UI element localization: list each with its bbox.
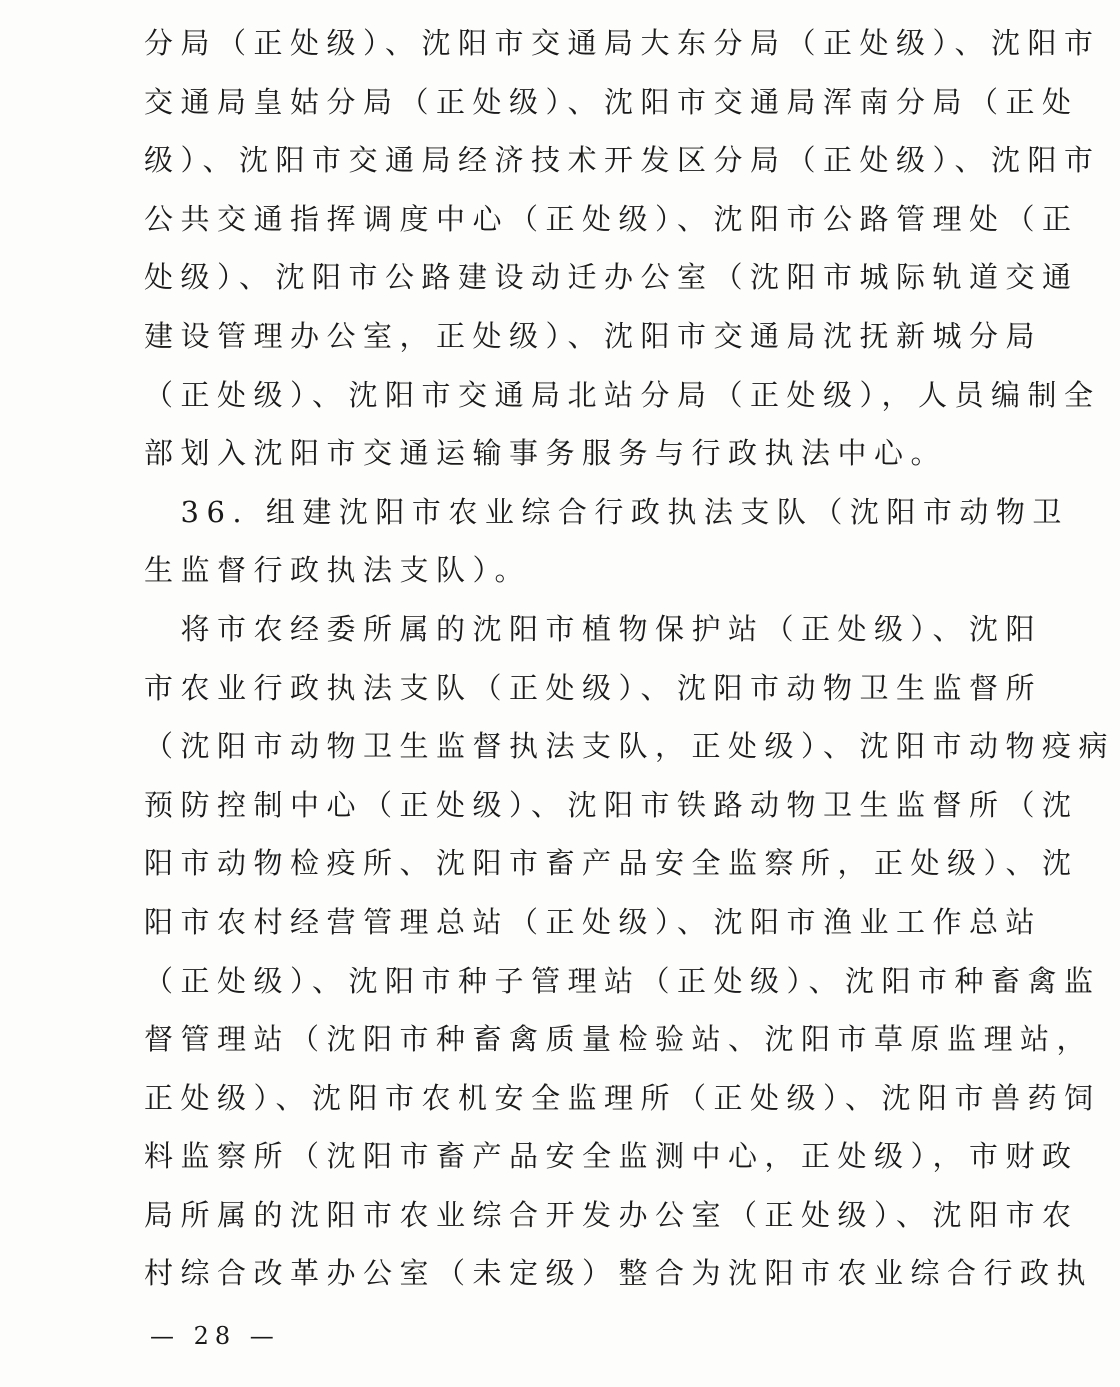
- text-line: 将市农经委所属的沈阳市植物保护站（正处级）、沈阳: [144, 611, 1043, 646]
- text-line: 级）、沈阳市交通局经济技术开发区分局（正处级）、沈阳市: [144, 143, 1101, 178]
- text-line: 处级）、沈阳市公路建设动迁办公室（沈阳市城际轨道交通: [144, 260, 1079, 295]
- text-line: 预防控制中心（正处级）、沈阳市铁路动物卫生监督所（沈: [144, 787, 1079, 822]
- text-line: 交通局皇姑分局（正处级）、沈阳市交通局浑南分局（正处: [144, 84, 1079, 119]
- text-line: 分局（正处级）、沈阳市交通局大东分局（正处级）、沈阳市: [144, 26, 1101, 60]
- text-line: 局所属的沈阳市农业综合开发办公室（正处级）、沈阳市农: [144, 1197, 1079, 1232]
- text-line: （正处级）、沈阳市种子管理站（正处级）、沈阳市种畜禽监: [144, 963, 1101, 998]
- text-line: 阳市农村经营管理总站（正处级）、沈阳市渔业工作总站: [144, 904, 1043, 939]
- text-line: 建设管理办公室，正处级）、沈阳市交通局沈抚新城分局: [144, 318, 1043, 353]
- text-line: 正处级）、沈阳市农机安全监理所（正处级）、沈阳市兽药饲: [144, 1080, 1101, 1115]
- text-line: 阳市动物检疫所、沈阳市畜产品安全监察所，正处级）、沈: [144, 846, 1079, 881]
- text-line: 村综合改革办公室（未定级）整合为沈阳市农业综合行政执: [144, 1256, 1094, 1291]
- text-line: 公共交通指挥调度中心（正处级）、沈阳市公路管理处（正: [144, 201, 1079, 236]
- text-line: 料监察所（沈阳市畜产品安全监测中心，正处级），市财政: [144, 1139, 1079, 1174]
- page-number: — 28 —: [150, 1322, 280, 1350]
- text-line: 部划入沈阳市交通运输事务服务与行政执法中心。: [144, 436, 948, 471]
- text-line: 生监督行政执法支队）。: [144, 553, 532, 588]
- body-text: [144, 14, 1116, 1303]
- text-line: 市农业行政执法支队（正处级）、沈阳市动物卫生监督所: [144, 670, 1043, 705]
- text-line: 督管理站（沈阳市种畜禽质量检验站、沈阳市草原监理站，: [144, 1022, 1094, 1057]
- text-line: （正处级）、沈阳市交通局北站分局（正处级），人员编制全: [144, 377, 1101, 412]
- text-line: （沈阳市动物卫生监督执法支队，正处级）、沈阳市动物疫病: [144, 729, 1116, 764]
- text-line: 36. 组建沈阳市农业综合行政执法支队（沈阳市动物卫: [144, 494, 1069, 529]
